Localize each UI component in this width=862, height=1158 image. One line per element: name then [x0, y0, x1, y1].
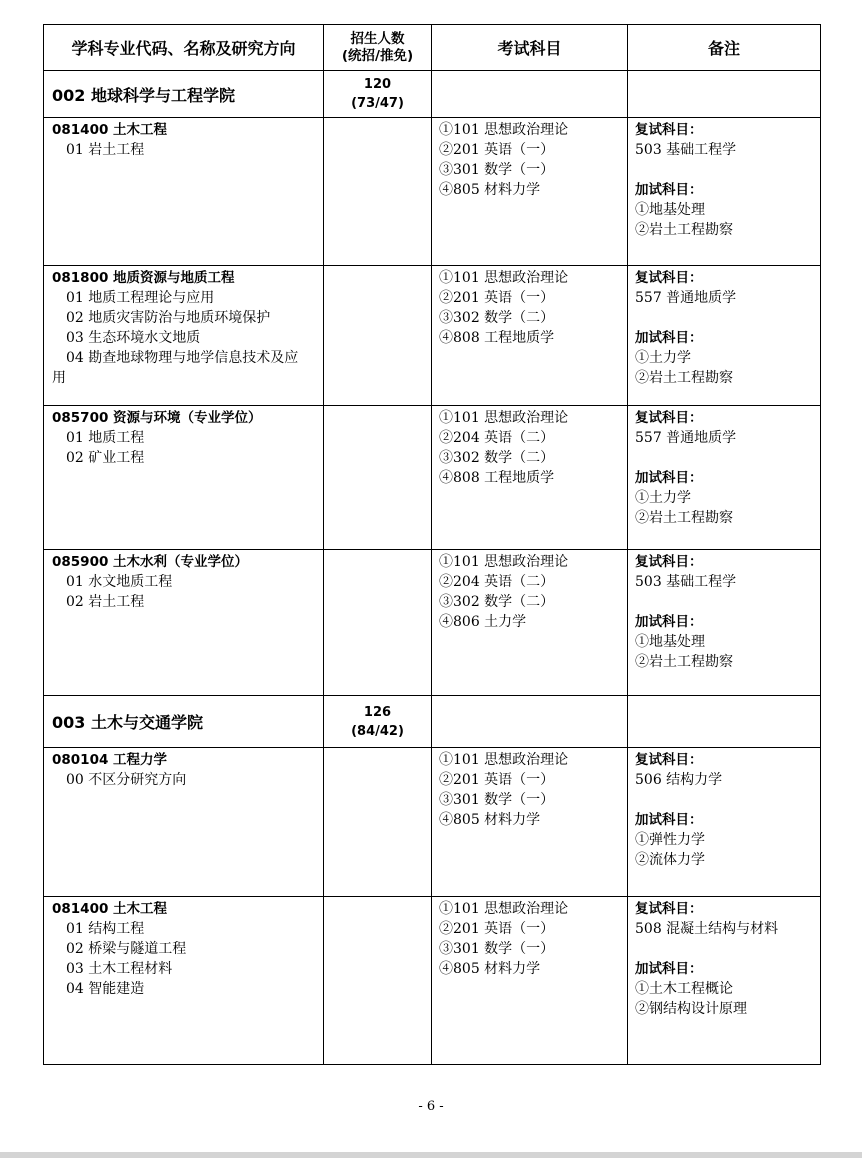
extra-subject: ②流体力学 [635, 852, 705, 868]
header-exam: 考试科目 [432, 25, 628, 71]
extra-subject: ①弹性力学 [635, 832, 705, 848]
major-cell [44, 266, 324, 406]
exam-subject: ①101 思想政治理论 [439, 554, 569, 570]
direction: 01 水文地质工程 [66, 574, 173, 590]
major-row [44, 897, 821, 1065]
exam-cell [432, 550, 628, 696]
retest-subject: 557 普通地质学 [635, 290, 737, 306]
header-enrollment-line2: (统招/推免) [341, 47, 414, 64]
major-cell [44, 118, 324, 266]
header-row [44, 25, 821, 71]
exam-subject: ④806 土力学 [439, 614, 527, 630]
extra-subject: ①地基处理 [635, 202, 705, 218]
extra-label: 加试科目： [635, 614, 703, 630]
exam-subject: ③302 数学（二） [439, 310, 555, 326]
header-major: 学科专业代码、名称及研究方向 [44, 25, 324, 71]
retest-subject: 506 结构力学 [635, 772, 723, 788]
extra-label: 加试科目： [635, 470, 703, 486]
extra-label: 加试科目： [635, 961, 703, 977]
direction: 02 桥梁与隧道工程 [66, 941, 187, 957]
direction: 03 生态环境水文地质 [66, 330, 201, 346]
extra-label: 加试科目： [635, 182, 703, 198]
retest-label: 复试科目： [635, 752, 703, 768]
direction: 03 土木工程材料 [66, 961, 173, 977]
exam-subject: ④805 材料力学 [439, 182, 541, 198]
major-row [44, 406, 821, 550]
exam-subject: ④805 材料力学 [439, 812, 541, 828]
extra-subject: ②钢结构设计原理 [635, 1001, 747, 1017]
college-row [44, 71, 821, 118]
retest-label: 复试科目： [635, 554, 703, 570]
retest-subject: 557 普通地质学 [635, 430, 737, 446]
exam-subject: ③301 数学（一） [439, 162, 555, 178]
college-enrollment [324, 71, 432, 118]
major-row [44, 748, 821, 897]
exam-cell [432, 266, 628, 406]
direction: 02 地质灾害防治与地质环境保护 [66, 310, 271, 326]
direction: 04 勘查地球物理与地学信息技术及应 [66, 350, 299, 366]
direction: 01 岩土工程 [66, 142, 145, 158]
direction: 04 智能建造 [66, 981, 145, 997]
college-split: (73/47) [351, 96, 404, 111]
retest-label: 复试科目： [635, 901, 703, 917]
major-title: 081800 地质资源与地质工程 [52, 270, 235, 286]
exam-subject: ②204 英语（二） [439, 574, 555, 590]
exam-subject: ②204 英语（二） [439, 430, 555, 446]
exam-subject: ④808 工程地质学 [439, 330, 555, 346]
notes-cell [628, 406, 821, 550]
exam-subject: ①101 思想政治理论 [439, 752, 569, 768]
major-row [44, 550, 821, 696]
major-row [44, 118, 821, 266]
retest-subject: 503 基础工程学 [635, 574, 737, 590]
extra-subject: ②岩土工程勘察 [635, 370, 733, 386]
header-enrollment-line1: 招生人数 [350, 30, 405, 47]
major-title: 085700 资源与环境（专业学位） [52, 410, 262, 426]
extra-label: 加试科目： [635, 812, 703, 828]
college-row [44, 696, 821, 748]
exam-subject: ②201 英语（一） [439, 142, 555, 158]
college-name: 002 地球科学与工程学院 [44, 71, 324, 118]
direction: 01 结构工程 [66, 921, 145, 937]
major-title: 081400 土木工程 [52, 901, 168, 917]
extra-subject: ①土木工程概论 [635, 981, 733, 997]
header-notes: 备注 [628, 25, 821, 71]
exam-subject: ④808 工程地质学 [439, 470, 555, 486]
college-total: 120 [363, 77, 392, 92]
notes-cell [628, 897, 821, 1065]
major-cell [44, 550, 324, 696]
college-name: 003 土木与交通学院 [44, 696, 324, 748]
notes-cell [628, 550, 821, 696]
retest-subject: 508 混凝土结构与材料 [635, 921, 779, 937]
exam-subject: ③301 数学（一） [439, 941, 555, 957]
major-cell [44, 897, 324, 1065]
major-cell [44, 748, 324, 897]
exam-subject: ④805 材料力学 [439, 961, 541, 977]
notes-cell [628, 748, 821, 897]
college-split: (84/42) [351, 723, 404, 739]
direction-continued: 用 [52, 370, 66, 386]
major-title: 085900 土木水利（专业学位） [52, 554, 249, 570]
admissions-table [43, 24, 821, 1065]
direction: 02 矿业工程 [66, 450, 145, 466]
extra-subject: ②岩土工程勘察 [635, 510, 733, 526]
exam-subject: ②201 英语（一） [439, 290, 555, 306]
exam-subject: ③301 数学（一） [439, 792, 555, 808]
major-row [44, 266, 821, 406]
exam-cell [432, 897, 628, 1065]
header-enrollment [324, 25, 432, 71]
retest-label: 复试科目： [635, 270, 703, 286]
notes-cell [628, 266, 821, 406]
exam-subject: ①101 思想政治理论 [439, 410, 569, 426]
exam-subject: ①101 思想政治理论 [439, 901, 569, 917]
exam-subject: ③302 数学（二） [439, 450, 555, 466]
exam-subject: ③302 数学（二） [439, 594, 555, 610]
exam-subject: ②201 英语（一） [439, 921, 555, 937]
exam-subject: ①101 思想政治理论 [439, 270, 569, 286]
exam-subject: ①101 思想政治理论 [439, 122, 569, 138]
major-title: 081400 土木工程 [52, 122, 168, 138]
retest-label: 复试科目： [635, 410, 703, 426]
direction: 01 地质工程理论与应用 [66, 290, 215, 306]
page-number: - 6 - [418, 1099, 444, 1114]
exam-cell [432, 118, 628, 266]
college-enrollment [324, 696, 432, 748]
direction: 00 不区分研究方向 [66, 772, 187, 788]
bottom-divider [0, 1152, 862, 1158]
retest-label: 复试科目： [635, 122, 703, 138]
extra-label: 加试科目： [635, 330, 703, 346]
notes-cell [628, 118, 821, 266]
extra-subject: ②岩土工程勘察 [635, 222, 733, 238]
major-title: 080104 工程力学 [52, 752, 168, 768]
extra-subject: ①地基处理 [635, 634, 705, 650]
exam-cell [432, 748, 628, 897]
retest-subject: 503 基础工程学 [635, 142, 737, 158]
college-total: 126 [363, 704, 392, 720]
extra-subject: ②岩土工程勘察 [635, 654, 733, 670]
extra-subject: ①土力学 [635, 490, 691, 506]
extra-subject: ①土力学 [635, 350, 691, 366]
major-cell [44, 406, 324, 550]
exam-cell [432, 406, 628, 550]
exam-subject: ②201 英语（一） [439, 772, 555, 788]
direction: 01 地质工程 [66, 430, 145, 446]
direction: 02 岩土工程 [66, 594, 145, 610]
